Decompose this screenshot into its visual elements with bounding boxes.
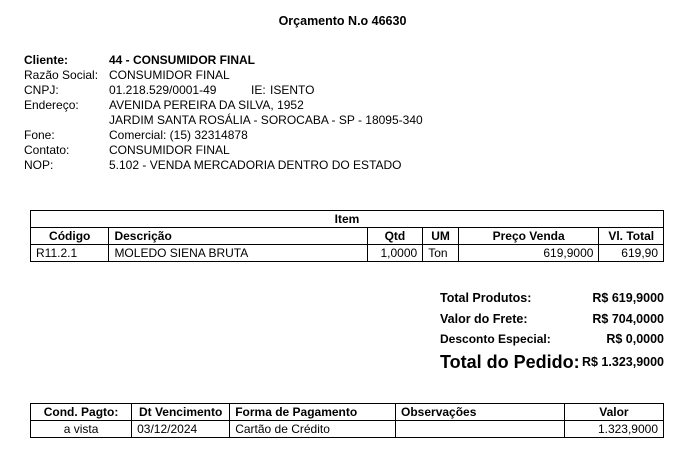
total-pedido-label: Total do Pedido: [440,352,580,372]
total-produtos-value: R$ 619,9000 [592,291,664,305]
info-label-ie: IE: [251,83,266,97]
cell-observacoes [396,421,565,438]
cell-um: Ton [423,245,459,262]
info-value-razao-social: CONSUMIDOR FINAL [109,68,230,82]
info-label-cliente: Cliente: [24,53,69,67]
info-value-fone: Comercial: (15) 32314878 [109,128,248,142]
info-value-endereco: AVENIDA PEREIRA DA SILVA, 1952 [109,98,304,112]
document-title: Orçamento N.o 46630 [278,14,407,28]
info-value-endereco-linha2: JARDIM SANTA ROSÁLIA - SOROCABA - SP - 18095-340 [109,113,423,127]
total-pedido-value: R$ 1.323,9000 [581,355,664,369]
items-table-caption: Item [31,211,664,228]
items-table [30,210,664,262]
cell-vl-total: 619,90 [599,245,664,262]
cell-qtd: 1,0000 [367,245,423,262]
payment-table [30,403,664,438]
desconto-especial-label: Desconto Especial: [440,332,551,346]
cell-dt-vencimento: 03/12/2024 [132,421,230,438]
info-label-razao-social: Razão Social: [24,68,99,82]
table-row [31,421,664,438]
col-header-valor: Valor [564,404,663,421]
info-value-ie: ISENTO [270,83,315,97]
valor-frete-label: Valor do Frete: [440,312,528,326]
col-header-preco-venda: Preço Venda [458,228,599,245]
col-header-cond-pagto: Cond. Pagto: [31,404,132,421]
cell-forma-pagamento: Cartão de Crédito [230,421,396,438]
cell-descricao: MOLEDO SIENA BRUTA [109,245,367,262]
col-header-dt-vencimento: Dt Vencimento [132,404,230,421]
info-label-cnpj: CNPJ: [24,83,59,97]
info-value-cliente: 44 - CONSUMIDOR FINAL [109,53,256,67]
desconto-especial-value: R$ 0,0000 [606,332,664,346]
items-table-header [31,228,664,245]
info-value-cnpj: 01.218.529/0001-49 [109,83,217,97]
total-produtos-label: Total Produtos: [440,291,532,305]
col-header-vl-total: Vl. Total [599,228,664,245]
info-value-contato: CONSUMIDOR FINAL [109,143,230,157]
col-header-codigo: Código [31,228,109,245]
table-row [31,245,664,262]
info-label-nop: NOP: [24,158,54,172]
cell-codigo: R11.2.1 [31,245,109,262]
info-value-nop: 5.102 - VENDA MERCADORIA DENTRO DO ESTADO [109,158,402,172]
cell-preco-venda: 619,9000 [458,245,599,262]
col-header-qtd: Qtd [367,228,423,245]
col-header-um: UM [423,228,459,245]
cell-valor: 1.323,9000 [564,421,663,438]
payment-table-header [31,404,664,421]
info-label-endereco: Endereço: [24,98,79,112]
info-label-contato: Contato: [24,143,70,157]
info-label-fone: Fone: [24,128,55,142]
cell-cond-pagto: a vista [31,421,132,438]
col-header-forma-pagamento: Forma de Pagamento [230,404,396,421]
col-header-descricao: Descrição [109,228,367,245]
valor-frete-value: R$ 704,0000 [592,312,664,326]
col-header-observacoes: Observações [396,404,565,421]
